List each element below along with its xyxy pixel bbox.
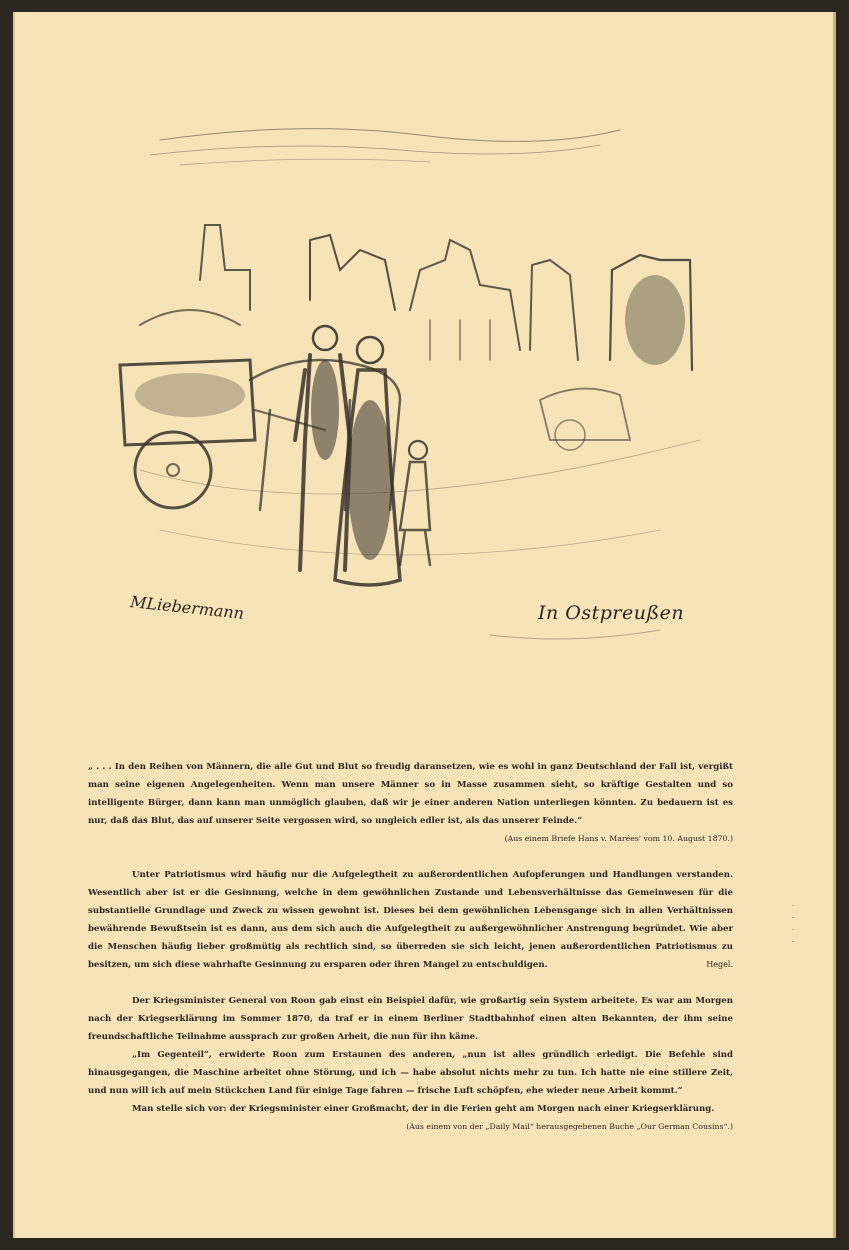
lithograph-illustration bbox=[100, 110, 720, 670]
quote-source: (Aus einem von der „Daily Mail“ herausgegebenen Buche „Our German Cousins“.) bbox=[406, 1122, 733, 1131]
illustration-caption: In Ostpreußen bbox=[538, 602, 685, 624]
roon-paragraph-3: Man stelle sich vor: der Kriegsminister einer Großmacht, der in die Ferien geht am Morgen nach einer Kriegserklärung. bbox=[132, 1104, 715, 1114]
margin-marks: · · · · bbox=[792, 902, 795, 946]
street-scene-drawing bbox=[100, 110, 720, 670]
quote-source: (Aus einem Briefe Hans v. Marées' vom 10. August 1870.) bbox=[504, 834, 733, 843]
quote-block-hegel bbox=[88, 866, 733, 974]
quote-block-roon bbox=[88, 992, 733, 1136]
artist-signature: MLiebermann bbox=[129, 592, 245, 623]
quote-author: Hegel. bbox=[706, 960, 733, 969]
page-edge bbox=[833, 12, 836, 1238]
quote-block-maree bbox=[88, 758, 733, 848]
roon-paragraph-1: Der Kriegsminister General von Roon gab einst ein Beispiel dafür, wie großartig sein System arbeitete. Es war am Morgen nach der Kriegserklärung im Sommer 1870, da traf er in einem Berliner Stadtbahnhof einen alten Bekannten, der ihm seine freundschaftliche Teilnahme aussprach zur großen Arbeit, die nun für ihn käme. bbox=[88, 996, 733, 1042]
hegel-text: Unter Patriotismus wird häufig nur die Aufgelegtheit zu außerordentlichen Aufopferungen und Handlungen verstanden. Wesentlich aber ist er die Gesinnung, welche in dem gewöhnlichen Zustande und Lebensverhältnisse das Gemeinwesen für die substantielle Grundlage und Zweck zu wissen gewohnt ist. Dieses bei dem gewöhnlichen Lebensgange sich in allen Verhältnissen bewährende Bewußtsein ist es dann, aus dem sich auch die Aufgelegtheit zu außergewöhnlicher Anstrengung begründet. Wie aber die Menschen häufig lieber großmütig als rechtlich sind, so überreden sie sich leicht, jenen außerordentlichen Patriotismus zu besitzen, um sich diese wahrhafte Gesinnung zu ersparen oder ihren Mangel zu entschuldigen. bbox=[88, 870, 733, 970]
quote-text bbox=[88, 866, 733, 974]
roon-paragraph-2: „Im Gegenteil“, erwiderte Roon zum Erstaunen des anderen, „nun ist alles gründlich erledigt. Die Befehle sind hinausgegangen, die Maschine arbeitet ohne Störung, und ich — habe absolut nichts mehr zu tun. Ich hatte nie eine stillere Zeit, und nun will ich auf mein Stückchen Land für einige Tage fahren — frische Luft schöpfen, ehe wieder neue Arbeit kommt.“ bbox=[88, 1050, 733, 1096]
quote-text: „ . . . In den Reihen von Männern, die alle Gut und Blut so freudig daransetzen, wie es wohl in ganz Deutschland der Fall ist, vergißt man seine eigenen Angelegenheiten. Wenn man unsere Männer so in Masse zusammen sieht, so kräftige Gestalten und so intelligente Bürger, dann kann man unmöglich glauben, daß wir je einer anderen Nation unterliegen könnten. Zu bedauern ist es nur, daß das Blut, das auf unserer Seite vergossen wird, so ungleich edler ist, als das unserer Feinde.“ bbox=[88, 762, 733, 826]
